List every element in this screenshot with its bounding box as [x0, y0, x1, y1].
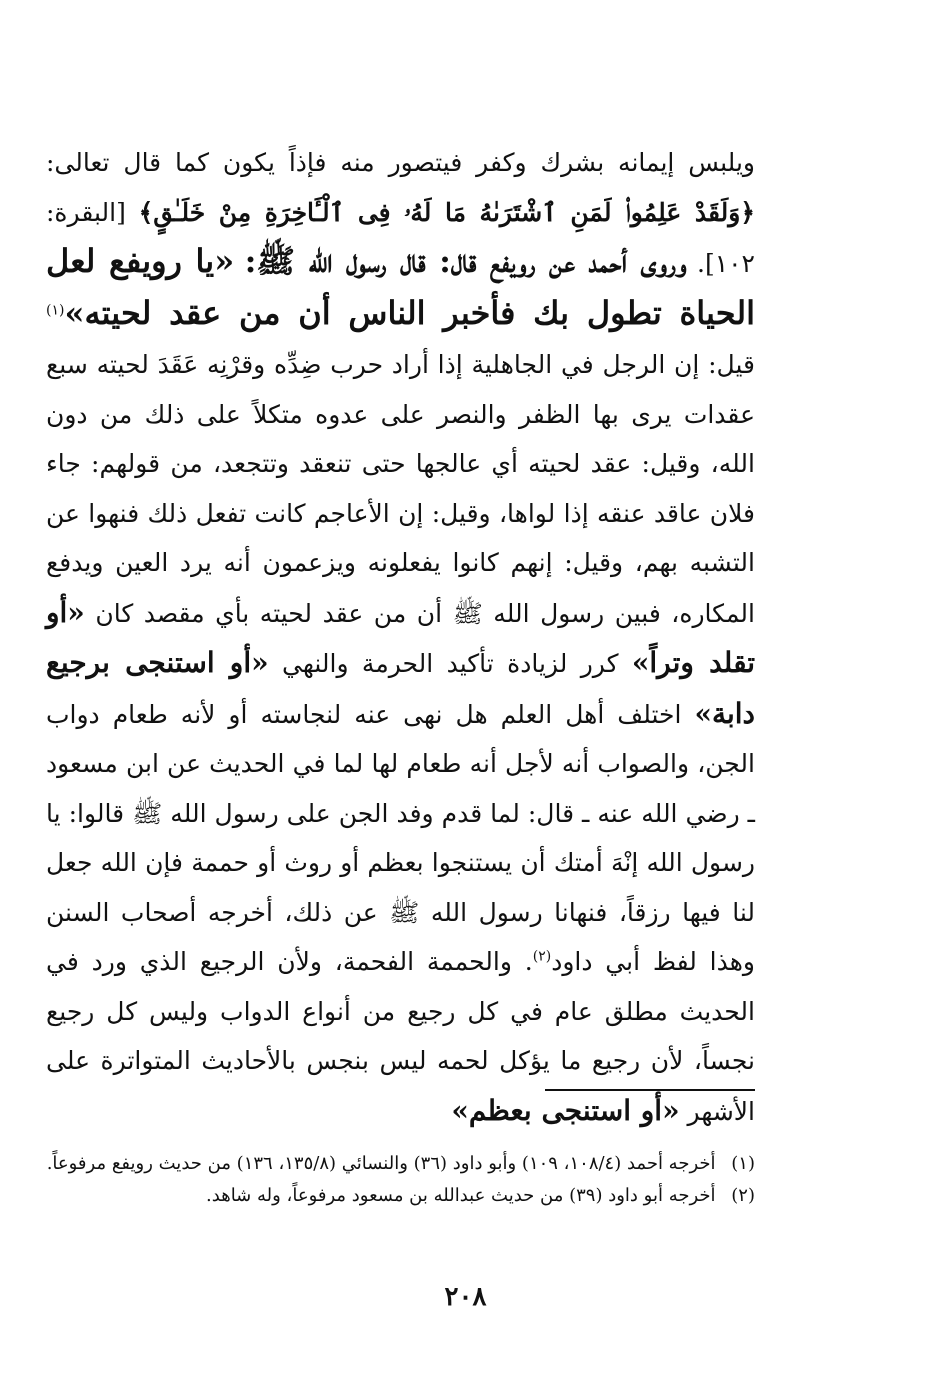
commentary-3: اختلف أهل العلم هل نهى عنه لنجاسته أو لأنه طعام دواب الجن، والصواب أنه لأجل أنه طعام لها لما في الحديث عن ابن مسعود ـ رضي الله عنه ـ قال: لما قدم وفد الجن على رسول الله ﷺ قالوا: يا رسول الله إنْهَ أمتك أن يستنجوا بعظم أو روث أو حممة فإن الله جعل لنا فيها رزقاً، فنهانا رسول الله ﷺ عن ذلك، أخرجه أصحاب السنن وهذا لفظ أبي داود: [46, 699, 755, 976]
footnotes: [46, 1148, 755, 1212]
footnote-ref-2[interactable]: (٢): [532, 948, 552, 965]
footnote-2: [46, 1180, 755, 1212]
footnote-number: (٢): [731, 1185, 755, 1206]
commentary-4: . والحممة الفحمة، ولأن الرجيع الذي ورد في الحديث مطلق عام في كل رجيع من أنواع الدواب وليس كل رجيع نجساً، لأن رجيع ما يؤكل لحمه ليس بنجس بالأحاديث المتواترة على الأشهر: [46, 947, 755, 1126]
footnote-number: (١): [731, 1153, 755, 1174]
hadith-quote: «يا رويفع لعل الحياة تطول بك فأخبر الناس أن من عقد لحيته»: [46, 242, 755, 332]
quote-tied-string: «أو تقلد وتراً»: [46, 595, 756, 679]
commentary-2: كرر لزيادة تأكيد الحرمة والنهي: [282, 649, 619, 678]
intro-sentence: ويلبس إيمانه بشرك وكفر فيتصور منه فإذاً يكون كما قال تعالى:: [46, 148, 755, 177]
main-paragraph: [46, 138, 755, 1136]
quran-verse: ﴿وَلَقَدْ عَلِمُوا۟ لَمَنِ ٱشْتَرَىٰهُ مَا لَهُۥ فِى ٱلْـَٔاخِرَةِ مِنْ خَلَـٰقٍ﴾: [138, 197, 755, 227]
page-number: ٢٠٨: [444, 1282, 487, 1312]
quote-bone: «أو استنجى بعظم»: [451, 1093, 680, 1127]
commentary-1: قيل: إن الرجل في الجاهلية إذا أراد حرب ضِدِّه وقرْنِه عَقَدَ لحيته سبع عقدات يرى بها الظفر والنصر على عدوه متكلاً على ذلك من دون الله، وقيل: عقد لحيته أي عالجها حتى تنعقد وتتجعد، من قولهم: جاء فلان عاقد عنقه إذا لواها، وقيل: إن الأعاجم كانت تفعل ذلك فنهوا عن التشبه بهم، وقيل: إنهم كانوا يفعلونه ويزعمون أنه يرد العين ويدفع المكاره، فبين رسول الله ﷺ أن من عقد لحيته بأي مقصد كان: [46, 350, 755, 628]
footnote-ref-1[interactable]: (١): [46, 302, 65, 319]
footnote-text: أخرجه أبو داود (٣٩) من حديث عبدالله بن مسعود مرفوعاً، وله شاهد.: [206, 1185, 716, 1206]
footnote-text: أخرجه أحمد (١٠٨/٤، ١٠٩) وأبو داود (٣٦) والنسائي (١٣٥/٨، ١٣٦) من حديث رويفع مرفوعاً.: [46, 1153, 716, 1174]
hadith-intro: وروى أحمد عن رويفع قال: قال رسول الله ﷺ:: [244, 242, 687, 280]
quote-dung: «أو استنجى برجيع دابة»: [46, 646, 756, 730]
footnote-separator: [545, 1089, 755, 1091]
page-body: [46, 138, 755, 1136]
footnote-1: [46, 1148, 755, 1180]
verse-reference: [البقرة: ١٠٢].: [46, 197, 755, 278]
